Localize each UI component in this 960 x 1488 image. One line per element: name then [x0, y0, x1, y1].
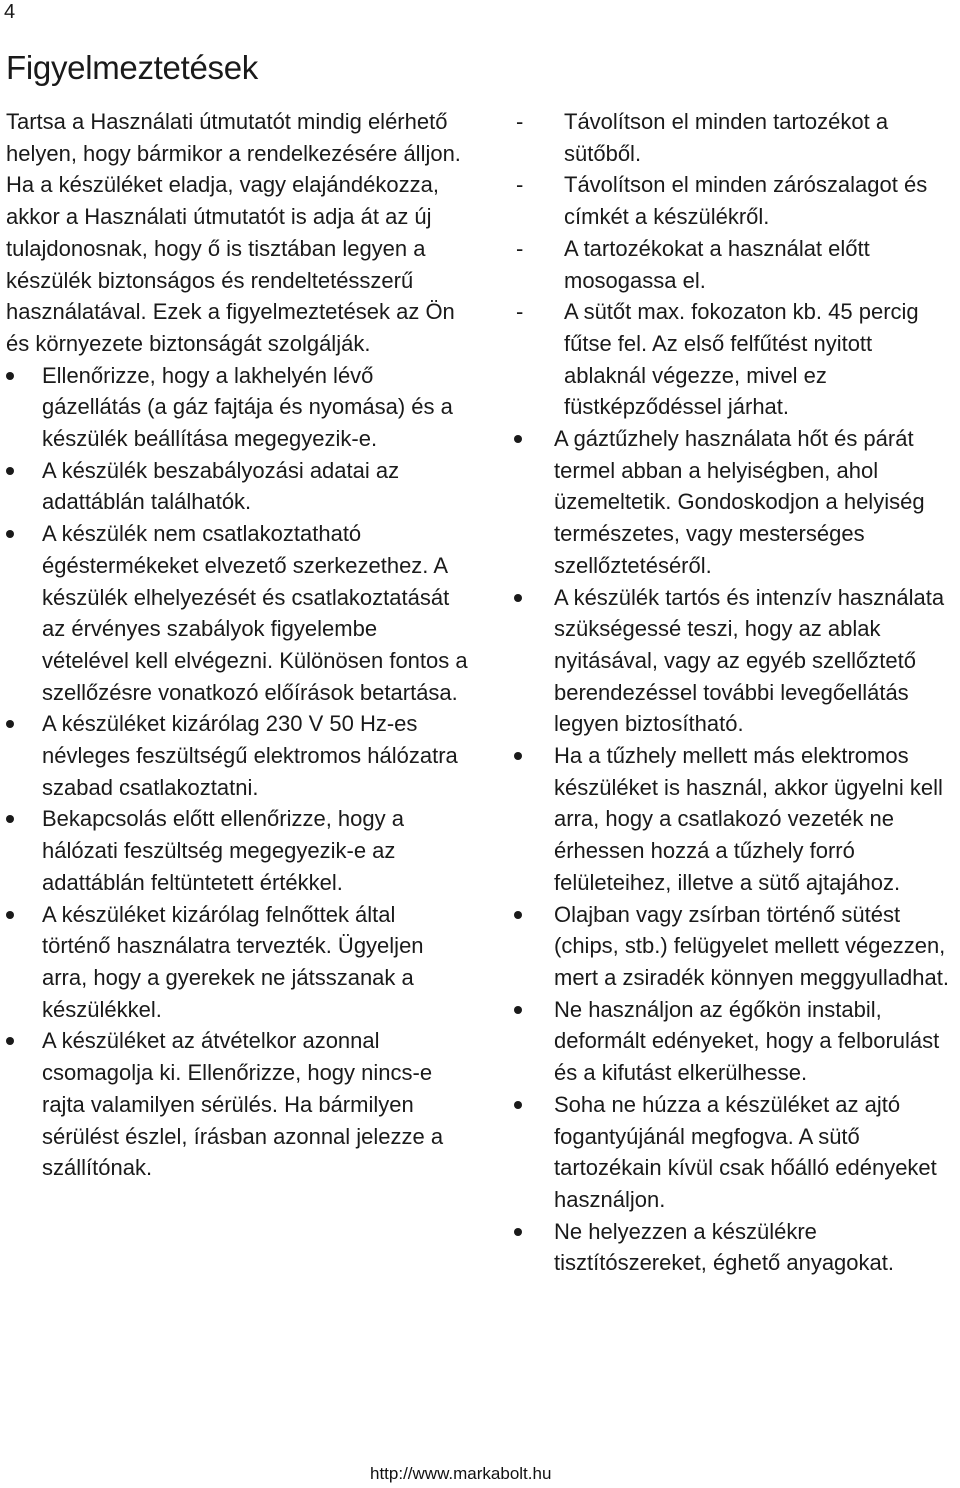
- list-item: [6, 1025, 468, 1184]
- bullet-icon: [514, 752, 522, 760]
- list-item: [514, 582, 960, 741]
- bullet-icon: [514, 594, 522, 602]
- list-item-text: A készülék nem csatlakoztatható égéstermékeket elvezető szerkezethez. A készülék elhelyezését és csatlakoztatását az érvényes szabályok figyelembe vételével kell elvégezni. Különösen fontos a szellőzésre vonatkozó előírások betartása.: [42, 521, 468, 705]
- bullet-icon: [514, 911, 522, 919]
- list-item: [514, 423, 960, 582]
- bullet-icon: [6, 1037, 14, 1045]
- list-item-text: Távolítson el minden zárószalagot és címkét a készülékről.: [564, 172, 928, 230]
- dash-marker: -: [516, 299, 524, 325]
- list-item: [514, 169, 960, 232]
- list-item: [6, 803, 468, 898]
- bullet-icon: [6, 815, 14, 823]
- list-item-text: Ellenőrizze, hogy a lakhelyén lévő gázellátás (a gáz fajtája és nyomása) és a készülék beállítása megegyezik-e.: [42, 362, 453, 452]
- right-warning-list: [514, 423, 960, 1279]
- dash-marker: -: [516, 109, 524, 134]
- left-warning-list: [6, 360, 468, 1184]
- bullet-icon: [514, 1101, 522, 1109]
- page-title: Figyelmeztetések: [6, 49, 258, 86]
- bullet-icon: [6, 911, 14, 919]
- list-item: [6, 708, 468, 803]
- list-item-text: A gáztűzhely használata hőt és párát termel abban a helyiségben, ahol üzemeltetik. Gondoskodjon a helyiség természetes, vagy mesterséges szellőztetéséről.: [554, 426, 925, 578]
- preparation-list: [514, 106, 960, 423]
- list-item-text: A készüléket kizárólag 230 V 50 Hz-es névleges feszültségű elektromos hálózatra szabad csatlakoztatni.: [42, 711, 458, 800]
- list-item-text: Soha ne húzza a készüléket az ajtó fogantyújánál megfogva. A sütő tartozékain kívül csak hőálló edényeket használjon.: [554, 1091, 937, 1212]
- list-item: [514, 1216, 960, 1279]
- right-column: [514, 106, 960, 1279]
- list-item: [514, 106, 960, 169]
- bullet-icon: [514, 435, 522, 443]
- bullet-icon: [6, 530, 14, 538]
- left-column: [6, 106, 468, 1184]
- list-item: [514, 233, 960, 296]
- list-item-text: A készüléket kizárólag felnőttek által történő használatra tervezték. Ügyeljen arra, hogy a gyerekek ne játsszanak a készülékkel.: [42, 901, 424, 1022]
- list-item: [6, 899, 468, 1026]
- list-item-text: Ne használjon az égőkön instabil, deformált edényeket, hogy a felborulást és a kifutást elkerülhesse.: [554, 996, 940, 1086]
- list-item-text: Bekapcsolás előtt ellenőrizze, hogy a hálózati feszültség megegyezik-e az adattáblán feltüntetett értékkel.: [42, 806, 404, 895]
- footer-link[interactable]: http://www.markabolt.hu: [370, 1464, 552, 1483]
- list-item: [514, 994, 960, 1089]
- list-item-text: Olajban vagy zsírban történő sütést (chips, stb.) felügyelet mellett végezzen, mert a zsiradék könnyen meggyulladhat.: [554, 901, 949, 990]
- list-item: [514, 899, 960, 994]
- page-number: 4: [4, 1, 16, 23]
- list-item-text: A készüléket az átvételkor azonnal csomagolja ki. Ellenőrizze, hogy nincs-e rajta valamilyen sérülés. Ha bármilyen sérülést észlel, írásban azonnal jelezze a szállítónak.: [42, 1028, 444, 1181]
- list-item: [6, 518, 468, 708]
- dash-marker: -: [516, 172, 524, 198]
- dash-marker: -: [516, 235, 524, 261]
- list-item-text: A készülék tartós és intenzív használata szükségessé teszi, hogy az ablak nyitásával, vagy az egyéb szellőztető berendezéssel további levegőellátás legyen biztosítható.: [554, 584, 945, 737]
- bullet-icon: [6, 372, 14, 380]
- list-item: [6, 455, 468, 518]
- bullet-icon: [6, 467, 14, 475]
- list-item: [514, 740, 960, 899]
- list-item-text: Ha a tűzhely mellett más elektromos készüléket is használ, akkor ügyelni kell arra, hogy a csatlakozó vezeték ne érhessen hozzá a tűzhely forró felületeihez, illetve a sütő ajtajához.: [554, 743, 943, 895]
- bullet-icon: [6, 720, 14, 728]
- list-item: [514, 296, 960, 423]
- intro-paragraph: Tartsa a Használati útmutatót mindig elérhető helyen, hogy bármikor a rendelkezésére álljon. Ha a készüléket eladja, vagy elajándékozza, akkor a Használati útmutatót is adja át az új tulajdonosnak, hogy ő is tisztában legyen a készülék biztonságos és rendeltetésszerű használatával. Ezek a figyelmeztetések az Ön és környezete biztonságát szolgálják.: [6, 109, 461, 356]
- list-item-text: A sütőt max. fokozaton kb. 45 percig fűtse fel. Az első felfűtést nyitott ablaknál végezze, mivel ez füstképződéssel járhat.: [564, 299, 919, 420]
- bullet-icon: [514, 1228, 522, 1236]
- list-item-text: A készülék beszabályozási adatai az adattáblán találhatók.: [42, 457, 400, 515]
- list-item: [514, 1089, 960, 1216]
- list-item-text: Távolítson el minden tartozékot a sütőből.: [564, 109, 889, 166]
- bullet-icon: [514, 1006, 522, 1014]
- list-item-text: Ne helyezzen a készülékre tisztítószereket, éghető anyagokat.: [554, 1218, 894, 1276]
- list-item-text: A tartozékokat a használat előtt mosogassa el.: [564, 235, 870, 293]
- list-item: [6, 360, 468, 455]
